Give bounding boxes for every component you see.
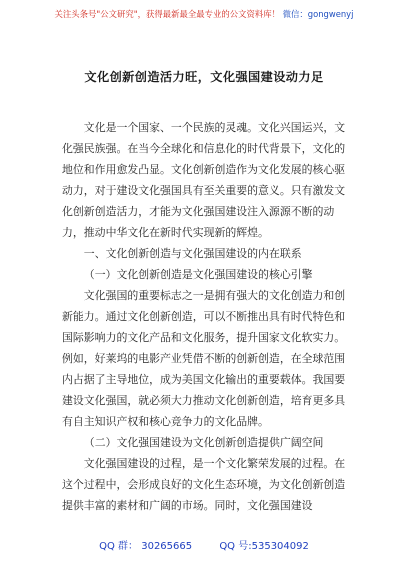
document-title: 文化创新创造活力旺，文化强国建设动力足 <box>84 70 324 84</box>
footer-contact <box>0 537 408 552</box>
subsection-heading-2: （二）文化强国建设为文化创新创造提供广阔空间 <box>83 436 324 449</box>
footer-qq-number: QQ 号:535304092 <box>219 541 309 552</box>
paragraph-intro: 文化是一个国家、一个民族的灵魂。文化兴国运兴，文化强民族强。在当今全球化和信息化的时代背景下，文化的地位和作用愈发凸显。文化创新创造作为文化发展的核心驱动力，对于建设文化强国具有至关重要的意义。只有激发文化创新创造活力，才能为文化强国建设注入源源不断的动力，推动中华文化在新时代实现新的辉煌。 <box>62 121 346 239</box>
section-heading-1: 一、文化创新创造与文化强国建设的内在联系 <box>83 247 302 260</box>
document-body <box>62 117 351 516</box>
header-wechat-id: 微信：gongwenyj <box>282 9 354 19</box>
subsection-heading-1: （一）文化创新创造是文化强国建设的核心引擎 <box>83 268 313 281</box>
header-promo-text: 关注头条号"公文研究"，获得最新最全最专业的公文资料库！ <box>54 9 280 19</box>
footer-qq-group: QQ 群： 30265665 <box>99 541 193 552</box>
paragraph-1: 文化强国的重要标志之一是拥有强大的文化创造力和创新能力。通过文化创新创造，可以不断推出具有时代特色和国际影响力的文化产品和文化服务，提升国家文化软实力。例如，好莱坞的电影产业凭借不断的创新创造，在全球范围内占据了主导地位，成为美国文化输出的重要载体。我国要建设文化强国，就必须大力推动文化创新创造，培育更多具有自主知识产权和核心竞争力的文化品牌。 <box>62 289 346 428</box>
paragraph-2: 文化强国建设的过程，是一个文化繁荣发展的过程。在这个过程中，会形成良好的文化生态环境，为文化创新创造提供丰富的素材和广阔的市场。同时，文化强国建设 <box>62 457 346 512</box>
header-banner <box>0 8 408 20</box>
